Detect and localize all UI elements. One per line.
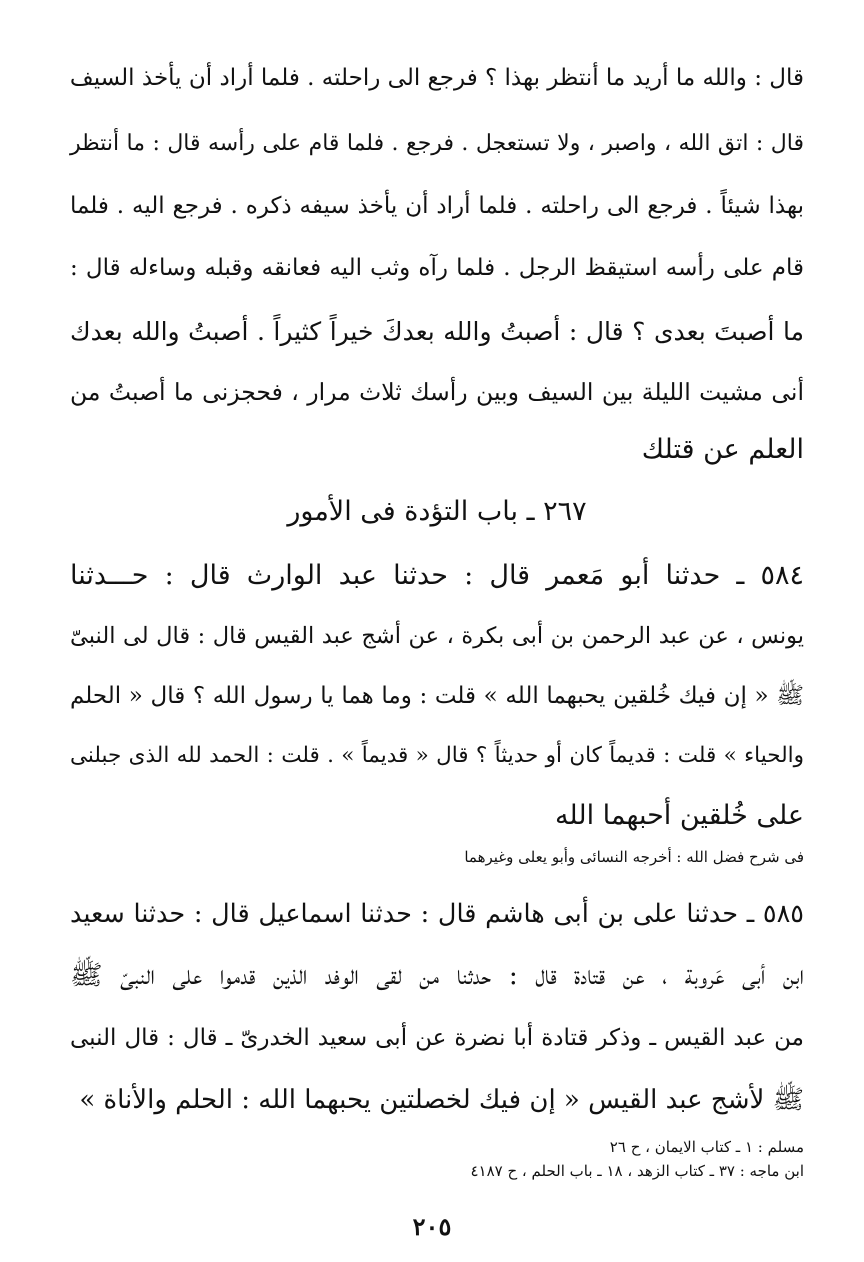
hadith-584-line: يونس ، عن عبد الرحمن بن أبى بكرة ، عن أشج عبد القيس قال : قال لى النبىّ bbox=[70, 623, 804, 649]
footnote-584: فى شرح فضل الله : أخرجه النسائى وأبو يعلى وغيرهما bbox=[464, 848, 804, 866]
text-line: قال : والله ما أريد ما أنتظر بهذا ؟ فرجع الى راحلته . فلما أراد أن يأخذ السيف bbox=[69, 65, 804, 91]
hadith-585-line: من عبد القيس ـ وذكر قتادة أبا نضرة عن أبى سعيد الخدرىّ ـ قال : قال النبى bbox=[70, 1025, 804, 1051]
hadith-584-line: ﷺ « إن فيك خُلقين يحبهما الله » قلت : وما هما يا رسول الله ؟ قال « الحلم bbox=[70, 683, 804, 709]
text-line: قام على رأسه استيقظ الرجل . فلما رآه وثب اليه فعانقه وقبله وساءله قال : bbox=[70, 255, 804, 281]
text-line: بهذا شيئاً . فرجع الى راحلته . فلما أراد أن يأخذ سيفه ذكره . فرجع اليه . فلما bbox=[70, 193, 804, 219]
footnote-585-ibn-majah: ابن ماجه : ٣٧ ـ كتاب الزهد ، ١٨ ـ باب الحلم ، ح ٤١٨٧ bbox=[470, 1162, 804, 1180]
footnote-585-muslim: مسلم : ١ ـ كتاب الايمان ، ح ٢٦ bbox=[609, 1138, 804, 1156]
hadith-584-line: والحياء » قلت : قديماً كان أو حديثاً ؟ قال « قديماً » . قلت : الحمد لله الذى جبلنى bbox=[70, 743, 804, 768]
hadith-584-line: ٥٨٤ ـ حدثنا أبو مَعمر قال : حدثنا عبد الوارث قال : حـــدثنا bbox=[70, 560, 804, 591]
hadith-585-line: ابن أبى عَروبة ، عن قتادة قال : حدثنا من لقى الوفد الذين قدموا على النبىّ ﷺ bbox=[70, 960, 804, 991]
hadith-585-line: ﷺ لأشج عبد القيس « إن فيك لخصلتين يحبهما الله : الحلم والأناة » bbox=[79, 1085, 804, 1115]
text-line: ما أصبتَ بعدى ؟ قال : أصبتُ والله بعدكَ خيراً كثيراً . أصبتُ والله بعدك bbox=[70, 317, 804, 346]
chapter-heading: ٢٦٧ ـ باب التؤدة فى الأمور bbox=[287, 496, 587, 527]
hadith-584-line: على خُلقين أحبهما الله bbox=[554, 800, 804, 831]
page-number: ٢٠٥ bbox=[412, 1212, 452, 1241]
text-line: أنى مشيت الليلة بين السيف وبين رأسك ثلاث مرار ، فحجزنى ما أصبتُ من bbox=[70, 378, 804, 406]
text-line: قال : اتق الله ، واصبر ، ولا تستعجل . فرجع . فلما قام على رأسه قال : ما أنتظر bbox=[70, 131, 804, 156]
text-line: العلم عن قتلك bbox=[641, 434, 804, 465]
hadith-585-line: ٥٨٥ ـ حدثنا على بن أبى هاشم قال : حدثنا اسماعيل قال : حدثنا سعيد bbox=[70, 899, 804, 929]
